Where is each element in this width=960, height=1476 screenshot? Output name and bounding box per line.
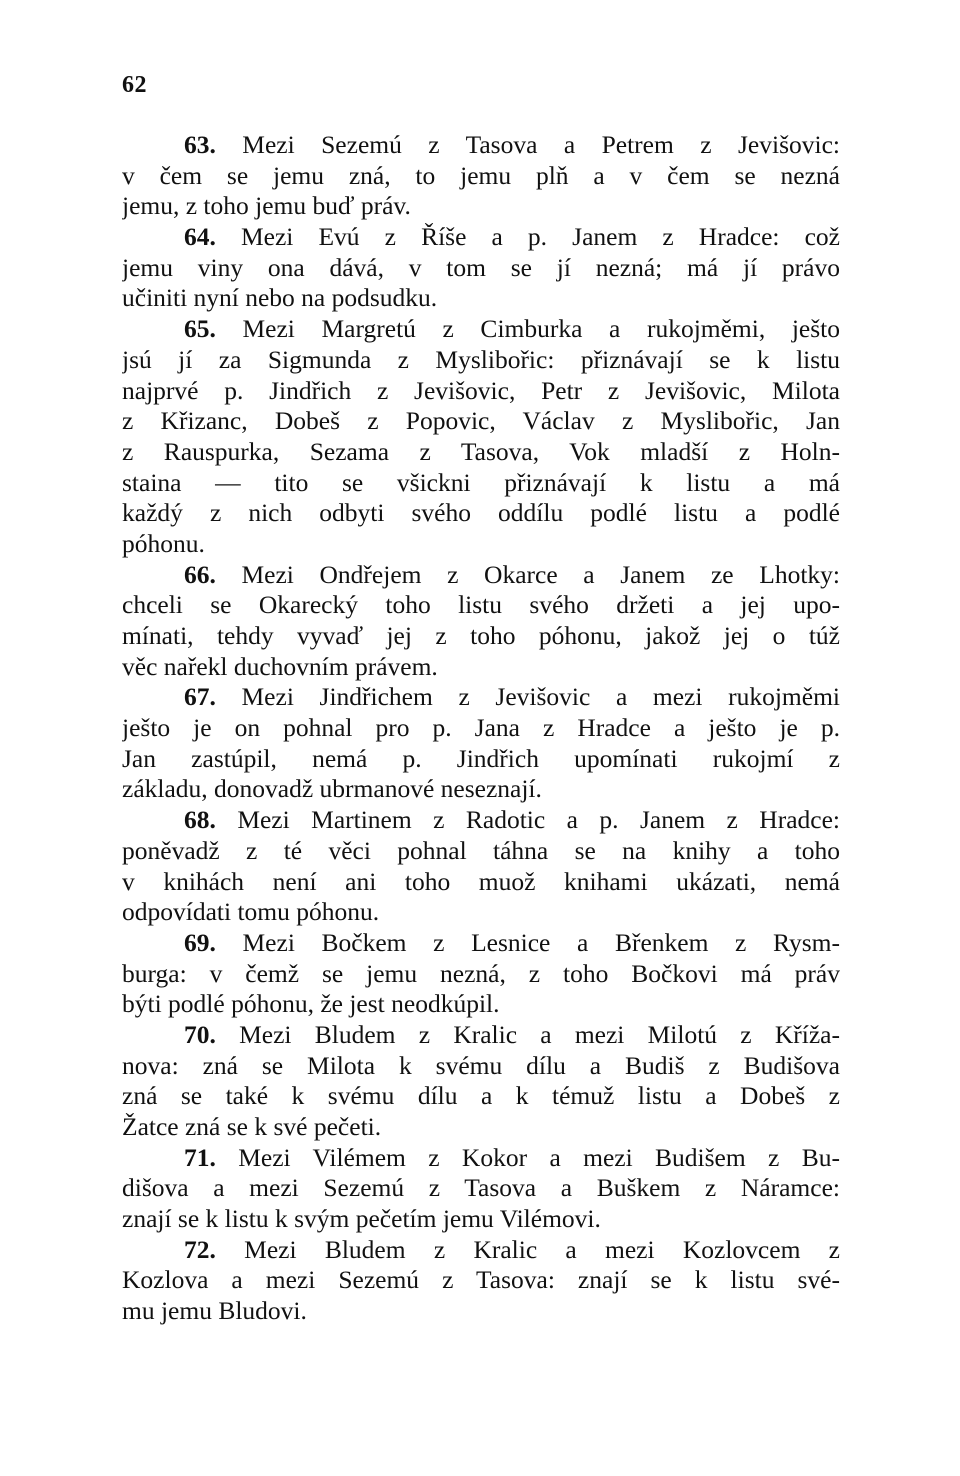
text-line: [122, 682, 840, 713]
line-text: najprvé p. Jindřich z Jevišovic, Petr z Jevišovic, Milota: [122, 375, 840, 405]
line-text: nova: zná se Milota k svému dílu a Budiš z Budišova: [122, 1050, 840, 1080]
line-text: chceli se Okarecký toho listu svého držeti a jej upo-: [122, 590, 840, 620]
line-text: Kozlova a mezi Sezemú z Tasova: znají se k listu své-: [122, 1265, 840, 1295]
text-body: [122, 130, 840, 1327]
text-line: [122, 1020, 840, 1051]
paragraph-number: 68.: [184, 805, 216, 835]
line-text: Mezi Bočkem z Lesnice a Břenkem z Rysm-: [215, 927, 840, 957]
paragraph-number: 66.: [184, 559, 216, 589]
line-text: jsú jí za Sigmunda z Myslibořic: přiznávají se k listu: [122, 344, 840, 374]
text-line: [122, 959, 840, 990]
text-line: [122, 1081, 840, 1112]
line-text: znají se k listu k svým pečetím jemu Vilémovi.: [122, 1204, 601, 1234]
text-line: [122, 130, 840, 161]
text-line: [122, 529, 840, 560]
text-line: [122, 406, 840, 437]
line-text: učiniti nyní nebo na podsudku.: [122, 283, 438, 313]
paragraph-number: 71.: [184, 1142, 216, 1172]
line-text: v čem se jemu zná, to jemu plň a v čem se nezná: [122, 160, 840, 190]
text-line: [122, 1265, 840, 1296]
line-text: Mezi Martinem z Radotic a p. Janem z Hradce:: [215, 805, 840, 835]
line-text: Žatce zná se k své pečeti.: [122, 1112, 382, 1141]
text-line: [122, 621, 840, 652]
text-line: [122, 498, 840, 529]
line-text: Mezi Jindřichem z Jevišovic a mezi rukojměmi: [215, 682, 840, 712]
paragraph-number: 65.: [184, 314, 216, 344]
text-line: [122, 222, 840, 253]
line-text: z Rauspurka, Sezama z Tasova, Vok mladší z Holn-: [122, 436, 840, 466]
line-text: poněvadž z té věci pohnal táhna se na knihy a toho: [122, 835, 840, 865]
line-text: Mezi Bludem z Kralic a mezi Kozlovcem z: [215, 1234, 840, 1264]
line-text: póhonu.: [122, 528, 205, 558]
paragraph-number: 67.: [184, 682, 216, 712]
line-text: Mezi Vilémem z Kokor a mezi Budišem z Bu-: [215, 1142, 840, 1172]
line-text: jemu, z toho jemu buď práv.: [122, 191, 411, 221]
text-line: [122, 314, 840, 345]
paragraph-number: 63.: [184, 130, 216, 159]
text-line: [122, 836, 840, 867]
line-text: zná se také k svému dílu a k témuž listu a Dobeš z: [122, 1081, 840, 1111]
text-line: [122, 989, 840, 1020]
line-text: mu jemu Bludovi.: [122, 1296, 307, 1326]
line-text: jemu viny ona dává, v tom se jí nezná; má jí právo: [122, 252, 840, 282]
line-text: každý z nich odbyti svého oddílu podlé listu a podlé: [122, 498, 840, 528]
paragraph-number: 70.: [184, 1019, 216, 1049]
text-line: [122, 1296, 840, 1327]
line-text: burga: v čemž se jemu nezná, z toho Bočkovi má práv: [122, 958, 840, 988]
line-text: odpovídati tomu póhonu.: [122, 897, 380, 927]
line-text: Mezi Evú z Říše a p. Janem z Hradce: což: [215, 222, 840, 252]
line-text: Mezi Bludem z Kralic a mezi Milotú z Kříža-: [215, 1019, 840, 1049]
text-line: [122, 744, 840, 775]
text-line: [122, 376, 840, 407]
text-line: [122, 345, 840, 376]
text-line: [122, 560, 840, 591]
text-line: [122, 161, 840, 192]
line-text: v knihách není ani toho muož knihami ukázati, nemá: [122, 866, 840, 896]
text-line: [122, 774, 840, 805]
line-text: býti podlé póhonu, že jest neodkúpil.: [122, 989, 500, 1019]
line-text: mínati, tehdy vyvaď jej z toho póhonu, jakož jej o túž: [122, 621, 840, 650]
text-line: [122, 437, 840, 468]
paragraph-number: 64.: [184, 222, 216, 252]
text-line: [122, 191, 840, 222]
text-line: [122, 468, 840, 499]
page-number: 62: [122, 72, 147, 98]
text-line: [122, 652, 840, 683]
line-text: Mezi Sezemú z Tasova a Petrem z Jevišovic:: [215, 130, 840, 159]
text-line: [122, 867, 840, 898]
line-text: z Křizanc, Dobeš z Popovic, Václav z Myslibořic, Jan: [122, 406, 840, 436]
line-text: základu, donovadž ubrmanové neseznají.: [122, 774, 542, 804]
text-line: [122, 1051, 840, 1082]
paragraph-number: 72.: [184, 1234, 216, 1264]
text-line: [122, 283, 840, 314]
line-text: dišova a mezi Sezemú z Tasova a Buškem z Náramce:: [122, 1173, 840, 1203]
line-text: Mezi Ondřejem z Okarce a Janem ze Lhotky:: [215, 559, 840, 589]
text-line: [122, 897, 840, 928]
text-line: [122, 1173, 840, 1204]
text-line: [122, 590, 840, 621]
text-line: [122, 805, 840, 836]
paragraph-number: 69.: [184, 927, 216, 957]
text-line: [122, 713, 840, 744]
line-text: staina — tito se všickni přiznávají k listu a má: [122, 467, 840, 497]
text-line: [122, 1143, 840, 1174]
line-text: Jan zastúpil, nemá p. Jindřich upomínati rukojmí z: [122, 743, 840, 773]
text-line: [122, 1112, 840, 1143]
line-text: Mezi Margretú z Cimburka a rukojměmi, ješto: [215, 314, 840, 344]
text-line: [122, 1204, 840, 1235]
text-line: [122, 1235, 840, 1266]
line-text: věc nařekl duchovním právem.: [122, 651, 438, 681]
text-line: [122, 253, 840, 284]
line-text: ješto je on pohnal pro p. Jana z Hradce a ješto je p.: [122, 713, 840, 743]
text-line: [122, 928, 840, 959]
